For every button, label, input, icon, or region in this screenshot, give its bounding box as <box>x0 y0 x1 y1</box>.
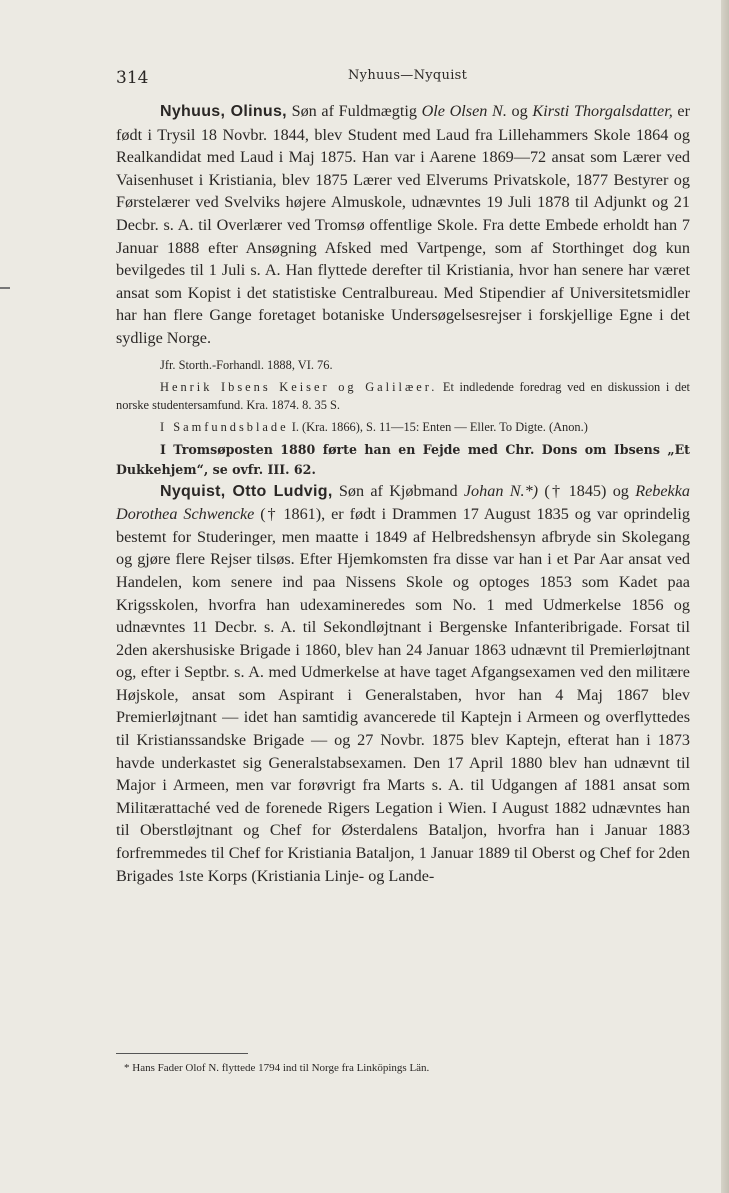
page-number: 314 <box>116 68 149 88</box>
entry-nyquist <box>116 480 690 888</box>
entry-text: og <box>506 102 533 120</box>
entry-text: Søn af Fuldmægtig <box>286 102 422 120</box>
footnote-rule <box>116 1053 248 1054</box>
mother-name: Rebekka Dorothea Schwencke <box>116 481 691 524</box>
fraktur-note: I Tromsøposten 1880 førte han en Fejde med Chr. Dons om Ibsens „Et Dukkehjem“, se ovfr. III. 62. <box>116 441 690 477</box>
reference <box>116 418 690 436</box>
entry-nyhuus <box>116 100 690 350</box>
reference-text: I. (Kra. 1866), S. 11—15: Enten — Eller. To Digte. (Anon.) <box>288 419 588 434</box>
reference-title: I Samfundsblade <box>160 419 289 434</box>
entry-text: († 1861), er født i Drammen 17 August 1835 og var oprindelig bestemt for Studeringer, men maatte i 1849 af Helbredshensyn afbryde sin Skolegang og gjøre flere Rejser tilsøs. Efter Hjemkomsten fra disse var han i et Par Aar ansat ved Handelen, kom senere ind paa Nissens Skole og optoges 1853 som Kadet paa Krigsskolen, hvorfra han udexamineredes som No. 1 med Udmerkelse 1856 og udnævntes 11 Decbr. s. A. til Sekondløjtnant i Bergenske Infanteribrigade. Forsat til 2den akershusiske Brigade i 1860, blev han 24 Januar 1863 udnævnt til Premierløjtnant og, efter i Septbr. s. A. med Udmerkelse at have taget Afgangsexamen ved den militære Højskole, ansat som Aspirant i Generalstaben, hvor han 4 Maj 1867 blev Premierløjtnant — idet han samtidig avancerede til Kaptejn i Armeen og overflyttedes til Kristianssandske Brigade — og 27 Novbr. 1875 blev Kaptejn, efterat han i 1873 havde underkastet sig Generalstabsexamen. Den 17 April 1880 blev han udnævnt til Major i Armeen, men var forøvrigt fra Marts s. A. til Udgangen af 1881 ansat som Militærattaché ved de forenede Rigers Legation i Wien. I August 1882 udnævntes han til Oberstløjtnant og Chef for Østerdalens Bataljon, hvorfra han i Januar 1883 forfremmedes til Chef for Kristiania Bataljon, 1 Januar 1889 til Oberst og Chef for 2den Brigades 1ste Korps (Kristiania Linje- og Lande- <box>116 505 690 885</box>
entry-text: Søn af Kjøbmand <box>332 481 464 500</box>
mother-name: Kirsti Thorgalsdatter, <box>532 102 673 120</box>
page-header <box>116 64 686 88</box>
footnote: * Hans Fader Olof N. flyttede 1794 ind til Norge fra Linköpings Län. <box>124 1062 430 1074</box>
references <box>116 356 690 436</box>
reference <box>116 378 690 414</box>
entry-name: Nyquist, Otto Ludvig, <box>160 482 333 500</box>
father-name: Johan N.*) <box>463 481 539 500</box>
reference-text: Et indledende foredrag ved en diskussion i det norske studentersamfund. Kra. 1874. 8. 35 S. <box>116 379 691 412</box>
page-body <box>116 100 690 887</box>
reference-title: Henrik Ibsens Keiser og Galilæer. <box>160 379 438 394</box>
entry-text: er født i Trysil 18 Novbr. 1844, blev Student med Laud fra Lillehammers Skole 1864 og Realkandidat med Laud i Maj 1875. Han var i Aarene 1869—72 ansat som Lærer ved Vaisenhuset i Kristiania, blev 1875 Lærer ved Elverums Privatskole, 1877 Bestyrer og Førstelærer ved Svelviks højere Almuskole, udnævntes 19 Juli 1878 til Adjunkt og 21 Decbr. s. A. til Overlærer ved Tromsø offentlige Skole. Fra dette Embede erholdt han 7 Januar 1888 efter Ansøgning Afsked med Vartpenge, som af Storthinget dog kun bevilgedes til 1 Juli s. A. Han flyttede derefter til Kristiania, hvor han senere har været ansat som Kopist i det statistiske Centralbureau. Med Stipendier af Universitetsmidler har han flere Gange foretaget botaniske Undersøgelsesrejser i forskjellige Egne i det sydlige Norge. <box>116 102 690 347</box>
entry-name: Nyhuus, Olinus, <box>160 103 287 120</box>
page-edge <box>721 0 729 1193</box>
margin-mark <box>0 287 10 289</box>
father-name: Ole Olsen N. <box>421 102 507 120</box>
running-title: Nyhuus—Nyquist <box>348 68 468 83</box>
reference: Jfr. Storth.-Forhandl. 1888, VI. 76. <box>160 357 333 372</box>
entry-text: († 1845) og <box>538 481 636 500</box>
